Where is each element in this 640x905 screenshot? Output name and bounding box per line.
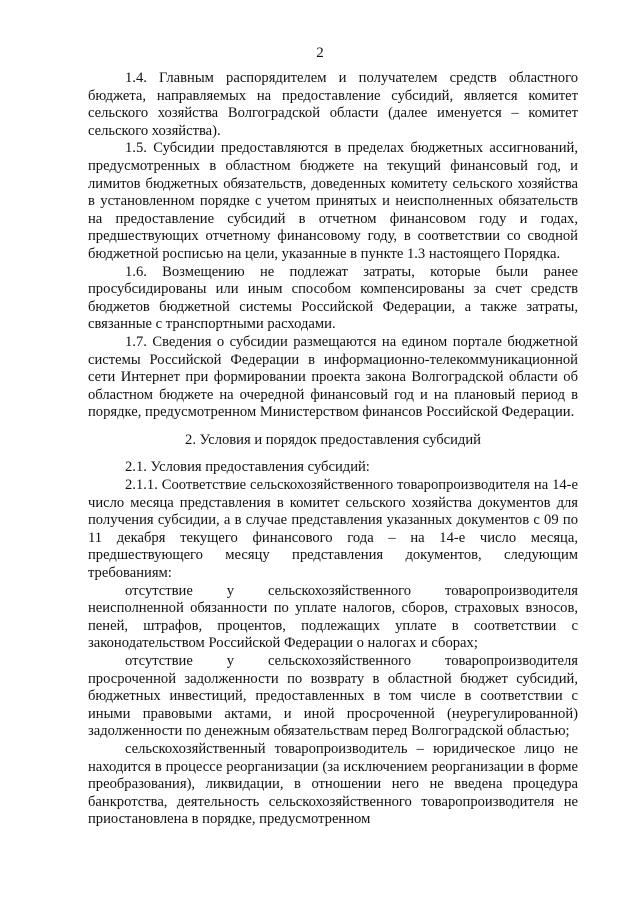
paragraph-1-4: 1.4. Главным распорядителем и получателем средств областного бюджета, направляемых на предоставление субсидий, является комитет сельского хозяйства Волгоградской области (далее именуется – комитет сельского хозяйства). <box>88 70 578 139</box>
paragraph-1-6: 1.6. Возмещению не подлежат затраты, которые были ранее просубсидированы или иным способом компенсированы за счет средств бюджетов бюджетной системы Российской Федерации, а также затраты, связанные с транспортными расходами. <box>88 263 578 333</box>
section-heading: 2. Условия и порядок предоставления субсидий <box>185 431 481 448</box>
document-body <box>88 70 578 829</box>
requirement-no-reorganization: сельскохозяйственный товаропроизводитель – юридическое лицо не находится в процессе реорганизации (за исключением реорганизации в форме преобразования), ликвидации, в отношении него не введена процедура банкротства, деятельность сельскохозяйственного товаропроизводителя не приостановлена в порядке, предусмотренном <box>88 740 578 828</box>
requirement-no-tax-debt: отсутствие у сельскохозяйственного товаропроизводителя неисполненной обязанности по уплате налогов, сборов, страховых взносов, пеней, штрафов, процентов, подлежащих уплате в соответствии с законодательством Российской Федерации о налогах и сборах; <box>88 582 578 652</box>
paragraph-2-1-1: 2.1.1. Соответствие сельскохозяйственного товаропроизводителя на 14-е число месяца представления в комитет сельского хозяйства документов для получения субсидии, а в случае представления указанных документов с 09 по 11 декабря текущего финансового года – на 14-е число месяца, предшествующего месяцу представления документов, следующим требованиям: <box>88 477 578 582</box>
paragraph-2-1: 2.1. Условия предоставления субсидий: <box>125 459 370 476</box>
page-number: 2 <box>316 45 324 61</box>
paragraph-1-7: 1.7. Сведения о субсидии размещаются на едином портале бюджетной системы Российской Федерации в информационно-телекоммуникационной сети Интернет при формировании проекта закона Волгоградской области об областном бюджете на очередной финансовый год и на плановый период в порядке, предусмотренном Министерством финансов Российской Федерации. <box>88 333 578 421</box>
paragraph-1-5: 1.5. Субсидии предоставляются в пределах бюджетных ассигнований, предусмотренных в областном бюджете на текущий финансовый год, и лимитов бюджетных обязательств, доведенных комитету сельского хозяйства в установленном порядке с учетом принятых и неисполненных обязательств на предоставление субсидий в отчетном финансовом году и годах, предшествующих отчетному финансовому году, в соответствии со сводной бюджетной росписью на цели, указанные в пункте 1.3 настоящего Порядка. <box>88 140 578 262</box>
requirement-no-overdue-debt: отсутствие у сельскохозяйственного товаропроизводителя просроченной задолженности по возврату в областной бюджет субсидий, бюджетных инвестиций, предоставленных в том числе в соответствии с иными правовыми актами, и иной просроченной (неурегулированной) задолженности по денежным обязательствам перед Волгоградской областью; <box>88 653 578 740</box>
